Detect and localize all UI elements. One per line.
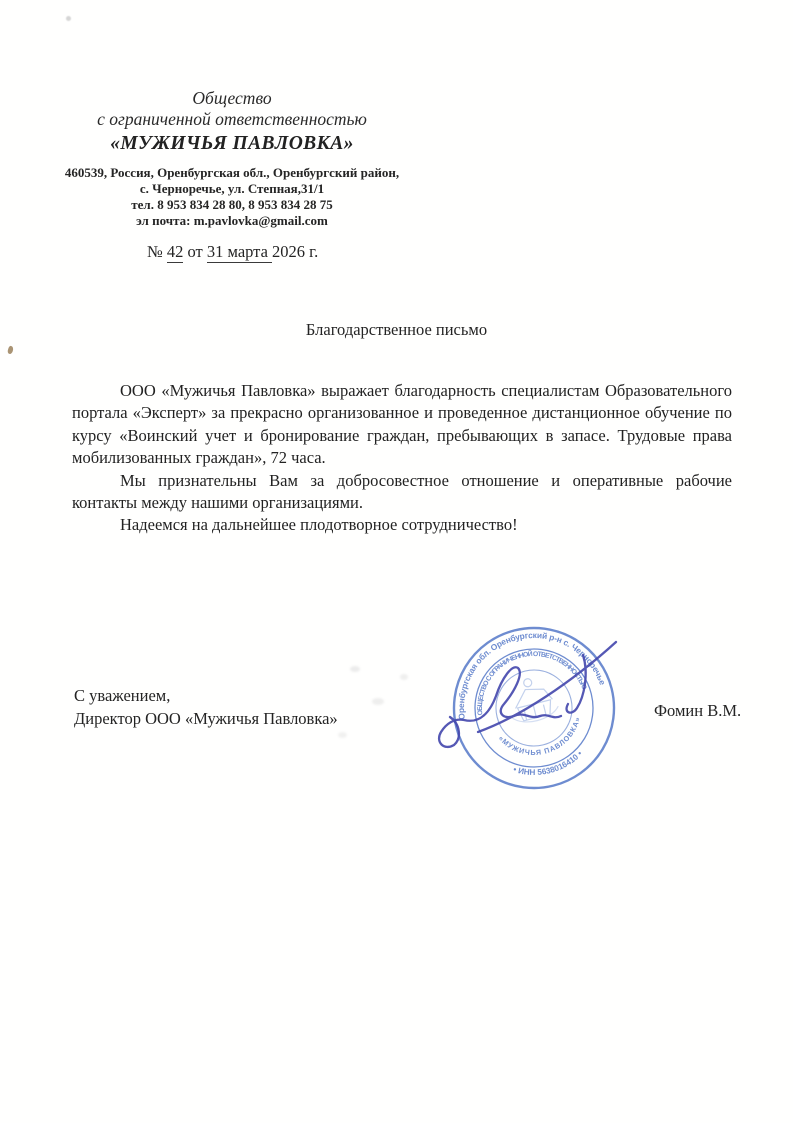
ref-suffix: 2026 г. [272, 242, 319, 261]
reference-line [147, 242, 318, 262]
stamp-text-inner-bottom: «МУЖИЧЬЯ ПАВЛОВКА» [496, 716, 582, 758]
scan-speck [7, 345, 14, 354]
ref-date: 31 марта [206, 242, 273, 261]
scan-speck [66, 16, 71, 21]
scan-speck [338, 732, 347, 738]
closing-block [74, 684, 338, 730]
body-paragraph: Надеемся на дальнейшее плодотворное сотрудничество! [120, 515, 518, 535]
ref-middle: от [183, 242, 207, 261]
email-line: эл почта: m.pavlovka@gmail.com [136, 213, 328, 228]
letterhead [0, 88, 464, 229]
stamp-emblem [503, 673, 560, 726]
stamp-and-signature [420, 612, 645, 802]
stamp-seal [437, 612, 631, 802]
signer-name: Фомин В.М. [654, 701, 742, 720]
scan-speck [400, 674, 408, 680]
address-line-2: с. Черноречье, ул. Степная,31/1 [139, 181, 325, 196]
ref-prefix: № [147, 242, 167, 261]
address-line-1: 460539, Россия, Оренбургская обл., Оренбургский район, [64, 165, 400, 180]
closing-line: С уважением, [74, 686, 171, 705]
stamp-svg [420, 612, 645, 802]
scan-speck [372, 698, 384, 705]
phone-line: тел. 8 953 834 28 80, 8 953 834 28 75 [131, 197, 333, 212]
letterhead-address [0, 165, 464, 229]
stamp-text-outer-bottom: • ИНН 5638016410 • [512, 749, 585, 778]
company-name: «МУЖИЧЬЯ ПАВЛОВКА» [110, 133, 354, 154]
signer-title: Директор ООО «Мужичья Павловка» [74, 709, 338, 728]
letter-title: Благодарственное письмо [305, 320, 488, 339]
ref-number: 42 [166, 242, 184, 261]
letter-body [72, 380, 732, 537]
stamp-text-inner-top: ОБЩЕСТВО С ОГРАНИЧЕННОЙ ОТВЕТСТВЕННОСТЬЮ [476, 650, 588, 716]
scan-speck [350, 666, 360, 672]
body-paragraph: ООО «Мужичья Павловка» выражает благодарность специалистам Образовательного портала «Эксперт» за прекрасно организованное и проведенное дистанционное обучение по курсу «Воинский учет и бронирование граждан, пребывающих в запасе. Трудовые права мобилизованных граждан», 72 часа. [72, 381, 732, 468]
org-type-line-1: Общество [192, 88, 272, 108]
stamp-text-outer-top: Оренбургская обл. Оренбургский р-н с. Черноречье [455, 629, 608, 721]
body-paragraph: Мы признательны Вам за добросовестное отношение и оперативные рабочие контакты между нашими организациями. [72, 470, 732, 513]
org-type-line-2: с ограниченной ответственностью [97, 109, 367, 129]
